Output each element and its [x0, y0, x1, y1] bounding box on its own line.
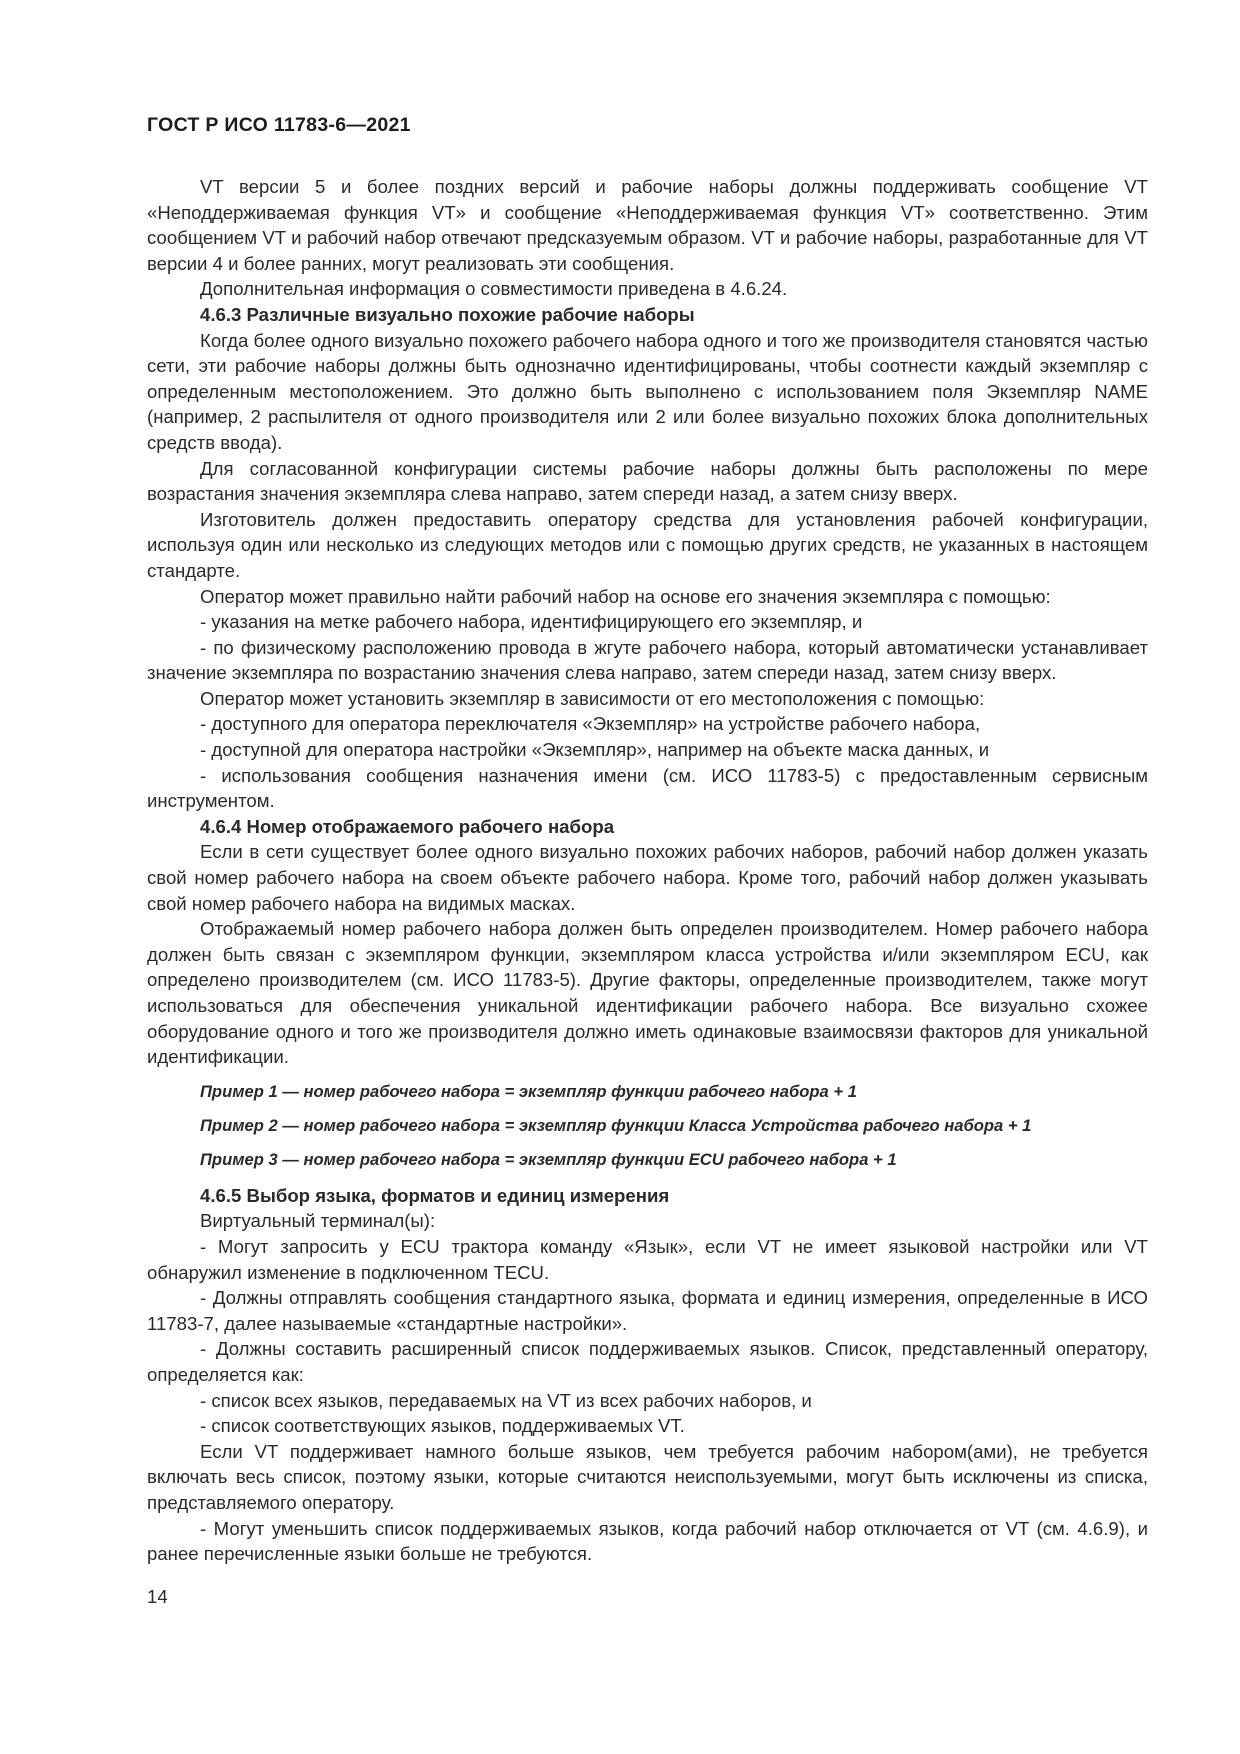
example: Пример 1 — номер рабочего набора = экземпляр функции рабочего набора + 1: [200, 1081, 857, 1101]
list-item: - доступного для оператора переключателя «Экземпляр» на устройстве рабочего набора,: [200, 713, 981, 735]
paragraph: Дополнительная информация о совместимости приведена в 4.6.24.: [200, 278, 788, 300]
paragraph: VT версии 5 и более поздних версий и рабочие наборы должны поддерживать сообщение VT «Неподдерживаемая функция VT» и сообщение «Неподдерживаемая функция VT» соответственно. Этим сообщением VT и рабочий набор отвечают предсказуемым образом. VT и рабочие наборы, разработанные для VT версии 4 и более ранних, могут реализовать эти сообщения.: [147, 176, 1148, 274]
list-item: - список всех языков, передаваемых на VT из всех рабочих наборов, и: [200, 1389, 812, 1411]
example: Пример 3 — номер рабочего набора = экземпляр функции ECU рабочего набора + 1: [200, 1149, 897, 1169]
list-item: - Должны отправлять сообщения стандартного языка, формата и единиц измерения, определенные в ИСО 11783-7, далее называемые «стандартные настройки».: [147, 1287, 1148, 1334]
paragraph: Если VT поддерживает намного больше языков, чем требуется рабочим набором(ами), не требуется включать весь список, поэтому языки, которые считаются неиспользуемыми, могут быть исключены из списка, представляемого оператору.: [147, 1440, 1148, 1513]
paragraph: Оператор может установить экземпляр в зависимости от его местоположения с помощью:: [200, 687, 985, 709]
list-item: - указания на метке рабочего набора, идентифицирующего его экземпляр, и: [200, 611, 863, 633]
page-body: [147, 174, 1148, 1567]
paragraph: Для согласованной конфигурации системы рабочие наборы должны быть расположены по мере возрастания значения экземпляра слева направо, затем спереди назад, а затем снизу вверх.: [147, 457, 1148, 505]
list-item: - по физическому расположению провода в жгуте рабочего набора, который автоматически устанавливает значение экземпляра по возрастанию значения слева направо, затем спереди назад, затем снизу вверх.: [147, 636, 1148, 684]
example: Пример 2 — номер рабочего набора = экземпляр функции Класса Устройства рабочего набора + 1: [200, 1115, 1032, 1135]
list-item: - список соответствующих языков, поддерживаемых VT.: [200, 1415, 685, 1437]
list-item: - доступной для оператора настройки «Экземпляр», например на объекте маска данных, и: [200, 739, 990, 761]
document-header: ГОСТ Р ИСО 11783-6—2021: [147, 114, 411, 136]
paragraph: Когда более одного визуально похожего рабочего набора одного и того же производителя становятся частью сети, эти рабочие наборы должны быть однозначно идентифицированы, чтобы соотнести каждый экземпляр с определенным местоположением. Это должно быть выполнено с использованием поля Экземпляр NAME (например, 2 распылителя от одного производителя или 2 или более визуально похожих блока дополнительных средств ввода).: [147, 329, 1148, 453]
page-number: 14: [147, 1586, 168, 1607]
list-item: - Могут уменьшить список поддерживаемых языков, когда рабочий набор отключается от VT (см. 4.6.9), и ранее перечисленные языки больше не требуются.: [147, 1517, 1148, 1565]
section-heading: 4.6.3 Различные визуально похожие рабочие наборы: [200, 303, 695, 325]
paragraph: Оператор может правильно найти рабочий набор на основе его значения экземпляра с помощью:: [200, 585, 1051, 607]
list-item: - Могут запросить у ECU трактора команду «Язык», если VT не имеет языковой настройки или VT обнаружил изменение в подключенном TECU.: [147, 1235, 1148, 1283]
list-item: - Должны составить расширенный список поддерживаемых языков. Список, представленный оператору, определяется как:: [147, 1338, 1148, 1385]
section-heading: 4.6.5 Выбор языка, форматов и единиц измерения: [200, 1184, 670, 1206]
paragraph: Если в сети существует более одного визуально похожих рабочих наборов, рабочий набор должен указать свой номер рабочего набора на своем объекте рабочего набора. Кроме того, рабочий набор должен указывать свой номер рабочего набора на видимых масках.: [147, 841, 1148, 914]
paragraph: Отображаемый номер рабочего набора должен быть определен производителем. Номер рабочего набора должен быть связан с экземпляром функции, экземпляром класса устройства и/или экземпляром ECU, как определено производителем (см. ИСО 11783-5). Другие факторы, определенные производителем, также могут использоваться для обеспечения уникальной идентификации рабочего набора. Все визуально схожее оборудование одного и того же производителя должно иметь одинаковые взаимосвязи факторов для уникальной идентификации.: [147, 918, 1148, 1068]
paragraph: Изготовитель должен предоставить оператору средства для установления рабочей конфигурации, используя один или несколько из следующих методов или с помощью других средств, не указанных в настоящем стандарте.: [147, 508, 1148, 581]
paragraph: Виртуальный терминал(ы):: [200, 1210, 436, 1232]
list-item: - использования сообщения назначения имени (см. ИСО 11783-5) с предоставленным сервисным инструментом.: [147, 764, 1148, 812]
section-heading: 4.6.4 Номер отображаемого рабочего набора: [200, 815, 615, 837]
